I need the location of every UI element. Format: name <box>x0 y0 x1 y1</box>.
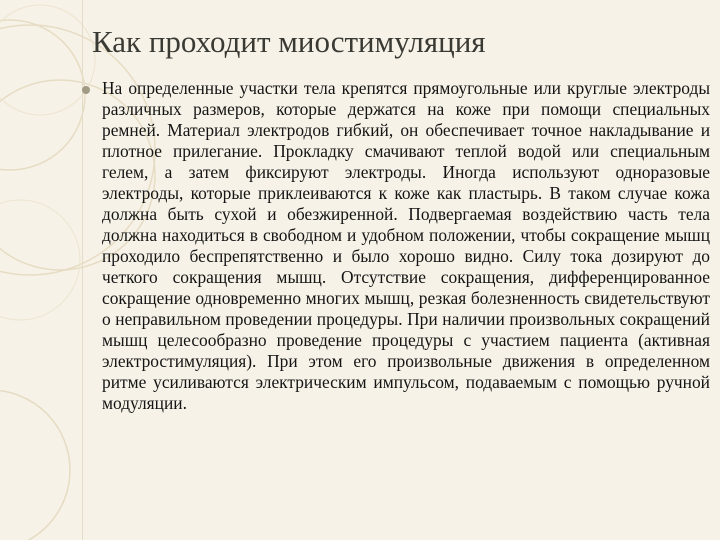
body-paragraph: На определенные участки тела крепятся прямоугольные или круглые электроды различных размеров, которые держатся на коже при помощи специальных ремней. Материал электродов гибкий, он обеспечивает точное накладывание и плотное прилегание. Прокладку смачивают теплой водой или специальным гелем, а затем фиксируют электроды. Иногда используют одноразовые электроды, которые приклеиваются к коже как пластырь. В таком случае кожа должна быть сухой и обезжиренной. Подвергаемая воздействию часть тела должна находиться в свободном и удобном положении, чтобы сокращение мышц проходило беспрепятственно и было хорошо видно. Силу тока дозируют до четкого сокращения мышц. Отсутствие сокращения, дифференцированное сокращение одновременно многих мышц, резкая болезненность свидетельствуют о неправильном проведении процедуры. При наличии произвольных сокращений мышц целесообразно проведение процедуры с участием пациента (активная электростимуляция). При этом его произвольные движения в определенном ритме усиливаются электрическим импульсом, подаваемым с помощью ручной модуляции. <box>102 78 710 413</box>
decor-circle-thin-1 <box>0 5 95 115</box>
decor-circle-thin-2 <box>0 200 80 320</box>
decor-circle-small <box>0 20 85 170</box>
bullet-marker <box>82 86 90 94</box>
slide-title: Как проходит миостимуляция <box>92 24 486 59</box>
decor-circle-bottom <box>0 390 70 540</box>
slide-content <box>82 78 710 414</box>
